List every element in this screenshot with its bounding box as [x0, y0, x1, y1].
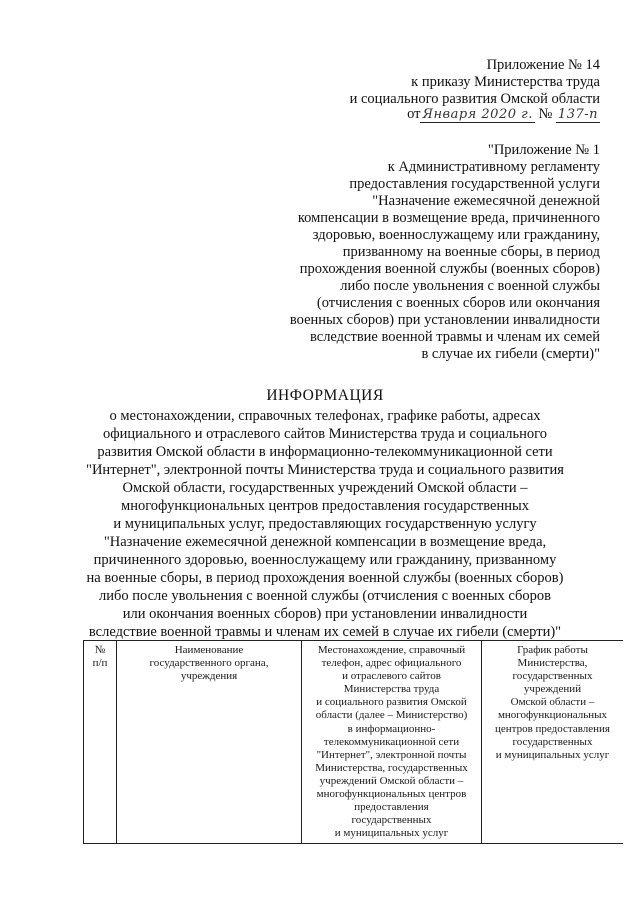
header-text: Местонахождение, справочный	[317, 644, 466, 656]
document-title: ИНФОРМАЦИЯ	[266, 387, 384, 404]
ministry-name: и социального развития Омской области	[349, 91, 600, 107]
header-text: Министерства,	[517, 657, 588, 670]
subtitle-line: либо после увольнения с военной службы (отчисления с военных сборов	[99, 588, 551, 604]
header-text: Наименование	[174, 644, 244, 656]
subtitle-line: и муниципальных услуг, предоставляющих государственную услугу	[113, 516, 537, 532]
subtitle-line: о местонахождении, справочных телефонах, графике работы, адресах	[109, 408, 541, 424]
subtitle-line: причиненного здоровью, военнослужащему или гражданину, призванному	[93, 552, 557, 568]
number-prefix: №	[538, 106, 553, 122]
header-text: многофункциональных центров	[316, 788, 467, 801]
handwritten-date: Января 2020 г.	[422, 107, 533, 122]
header-text: учреждений	[523, 683, 582, 696]
header-text: центров предоставления	[495, 722, 610, 735]
subtitle-line: вследствие военной травмы и членам их семей в случае их гибели (смерти)"	[88, 624, 562, 640]
regulation-line: здоровью, военнослужащему или гражданину,	[312, 227, 600, 243]
regulation-line: вследствие военной травмы и членам их семей	[310, 329, 600, 345]
header-text: телефон, адрес официального	[321, 657, 462, 670]
header-cell-number	[84, 641, 117, 844]
subtitle-line: "Назначение ежемесячной денежной компенсации в возмещение вреда,	[103, 534, 547, 550]
handwritten-number: 137-п	[557, 107, 598, 122]
header-text: учреждения	[180, 670, 238, 683]
regulation-line: предоставления государственной услуги	[349, 176, 600, 192]
appendix-number: Приложение № 14	[486, 57, 600, 73]
regulation-line: "Назначение ежемесячной денежной	[372, 193, 600, 209]
subtitle-line: официального и отраслевого сайтов Министерства труда и социального	[102, 426, 547, 442]
regulation-line: "Приложение № 1	[487, 142, 600, 158]
header-text: Министерства, государственных	[315, 761, 468, 774]
regulation-line: в случае их гибели (смерти)"	[421, 346, 600, 362]
regulation-line: либо после увольнения с военной службы	[340, 278, 600, 294]
order-date-line	[407, 106, 600, 123]
regulation-line: призванному на военные сборы, в период	[342, 244, 600, 260]
header-text: и отраслевого сайтов	[342, 670, 441, 683]
table-header-row	[84, 641, 624, 844]
header-text: многофункциональных	[497, 709, 608, 722]
subtitle-line: многофункциональных центров предоставления государственных	[121, 498, 529, 514]
header-text: и муниципальных услуг	[334, 827, 449, 840]
subtitle-line: "Интернет", электронной почты Министерства труда и социального развития	[86, 462, 564, 478]
regulation-line: (отчисления с военных сборов или окончания	[316, 295, 600, 311]
subtitle-line: Омской области, государственных учреждений Омской области –	[122, 480, 528, 496]
header-text: учреждений Омской области –	[319, 774, 464, 787]
header-text: и муниципальных услуг	[495, 748, 610, 761]
regulation-line: военных сборов) при установлении инвалидности	[289, 312, 600, 328]
header-text: предоставления	[354, 801, 429, 814]
subtitle-line: развития Омской области в информационно-телекоммуникационной сети	[97, 444, 553, 460]
header-text: в информационно-	[347, 722, 436, 735]
header-text: График работы	[517, 644, 588, 656]
header-text: государственных	[351, 814, 432, 827]
header-text: п/п	[92, 657, 108, 670]
subtitle-line: на военные сборы, в период прохождения военной службы (военных сборов)	[86, 570, 564, 586]
date-prefix: от	[407, 106, 421, 122]
header-text: государственных	[512, 670, 593, 683]
regulation-line: к Административному регламенту	[387, 159, 600, 175]
header-text: государственного органа,	[149, 657, 269, 670]
regulation-line: компенсации в возмещение вреда, причиненного	[297, 210, 600, 226]
header-cell-organization	[117, 641, 302, 844]
header-text: "Интернет", электронной почты	[316, 748, 467, 761]
regulation-line: прохождения военной службы (военных сборов)	[299, 261, 600, 277]
order-reference: к приказу Министерства труда	[411, 74, 600, 90]
header-text: №	[94, 644, 106, 656]
header-text: области (далее – Министерство)	[315, 709, 468, 722]
header-text: Омской области –	[510, 696, 595, 709]
header-text: телекоммуникационной сети	[323, 735, 460, 748]
header-cell-schedule	[482, 641, 624, 844]
header-text: Министерства труда	[343, 683, 440, 696]
subtitle-line: или окончания военных сборов) при установлении инвалидности	[122, 606, 528, 622]
header-text: государственных	[512, 735, 593, 748]
header-text: и социального развития Омской	[316, 696, 467, 709]
header-cell-location	[302, 641, 482, 844]
info-table	[83, 640, 623, 844]
